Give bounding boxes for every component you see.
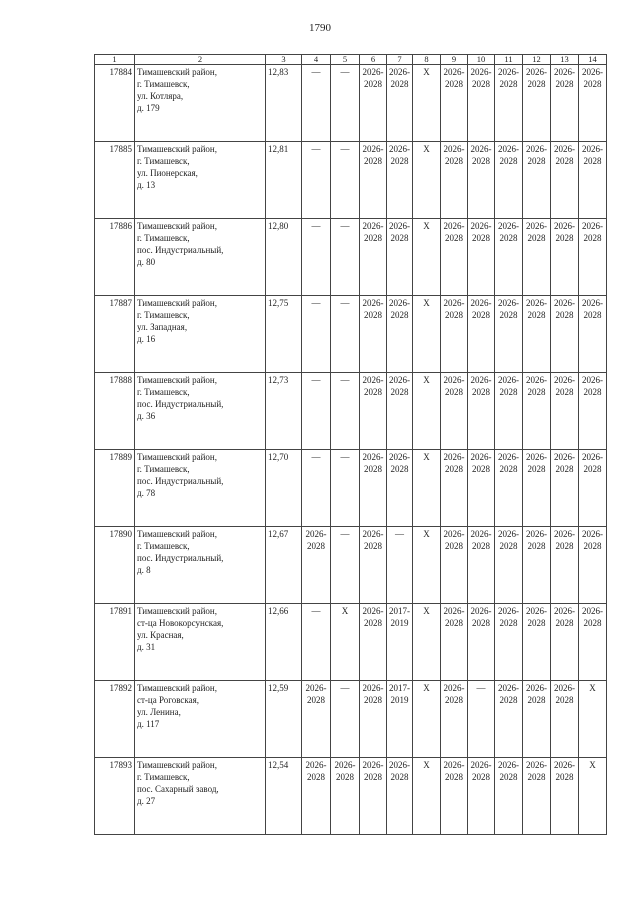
address-line: пос. Индустриальный, [137, 245, 224, 255]
address-line: д. 179 [137, 103, 160, 113]
address-line: д. 16 [137, 334, 156, 344]
area-cell: 12,75 [266, 296, 302, 373]
period-cell: Х [579, 681, 607, 758]
period-cell: 2026-2028 [495, 604, 523, 681]
address-line: пос. Сахарный завод, [137, 784, 219, 794]
period-cell: 2026-2028 [579, 219, 607, 296]
period-cell: 2026-2028 [360, 604, 387, 681]
period-cell: 2026-2028 [360, 142, 387, 219]
column-number: 2 [135, 55, 266, 65]
period-cell: 2026-2028 [523, 296, 551, 373]
table-row [95, 65, 607, 142]
period-cell: 2026-2028 [468, 373, 495, 450]
period-cell: 2026-2028 [468, 450, 495, 527]
period-cell: 2026-2028 [387, 758, 413, 835]
period-cell: 2026-2028 [551, 604, 579, 681]
column-number: 7 [387, 55, 413, 65]
address-line: д. 78 [137, 488, 156, 498]
address-line: д. 27 [137, 796, 156, 806]
period-cell: — [331, 527, 360, 604]
period-cell: 2026-2028 [551, 758, 579, 835]
period-cell: Х [413, 373, 441, 450]
address-line: Тимашевский район, [137, 683, 217, 693]
address-line: г. Тимашевск, [137, 156, 190, 166]
period-cell: 2026-2028 [468, 296, 495, 373]
period-cell: — [302, 65, 331, 142]
period-cell: 2026-2028 [495, 758, 523, 835]
record-number: 17891 [95, 604, 135, 681]
area-cell: 12,54 [266, 758, 302, 835]
record-number: 17888 [95, 373, 135, 450]
table-row [95, 450, 607, 527]
period-cell: 2026-2028 [387, 219, 413, 296]
period-cell: 2026-2028 [495, 450, 523, 527]
period-cell: 2026-2028 [441, 219, 468, 296]
address-cell [135, 142, 266, 219]
period-cell: 2026-2028 [523, 142, 551, 219]
address-cell [135, 527, 266, 604]
period-cell: 2026-2028 [387, 373, 413, 450]
period-cell: 2017-2019 [387, 604, 413, 681]
period-cell: 2026-2028 [551, 296, 579, 373]
period-cell: 2026-2028 [523, 65, 551, 142]
period-cell: 2026-2028 [360, 681, 387, 758]
column-number: 11 [495, 55, 523, 65]
period-cell: 2026-2028 [441, 758, 468, 835]
column-number: 12 [523, 55, 551, 65]
period-cell: 2026-2028 [360, 373, 387, 450]
period-cell: — [387, 527, 413, 604]
record-number: 17886 [95, 219, 135, 296]
period-cell: 2026-2028 [441, 296, 468, 373]
period-cell: Х [413, 681, 441, 758]
address-cell [135, 296, 266, 373]
period-cell: 2026-2028 [495, 296, 523, 373]
period-cell: — [331, 219, 360, 296]
area-cell: 12,70 [266, 450, 302, 527]
period-cell: 2026-2028 [360, 758, 387, 835]
address-cell [135, 219, 266, 296]
record-number: 17887 [95, 296, 135, 373]
period-cell: 2026-2028 [579, 450, 607, 527]
period-cell: 2026-2028 [302, 527, 331, 604]
period-cell: 2026-2028 [523, 527, 551, 604]
address-line: пос. Индустриальный, [137, 476, 224, 486]
period-cell: 2026-2028 [579, 604, 607, 681]
record-number: 17892 [95, 681, 135, 758]
period-cell: Х [579, 758, 607, 835]
period-cell: Х [413, 219, 441, 296]
period-cell: 2026-2028 [468, 758, 495, 835]
column-number: 13 [551, 55, 579, 65]
period-cell: 2026-2028 [387, 450, 413, 527]
address-cell [135, 681, 266, 758]
period-cell: 2026-2028 [441, 373, 468, 450]
period-cell: 2026-2028 [360, 219, 387, 296]
period-cell: 2026-2028 [387, 65, 413, 142]
period-cell: 2026-2028 [551, 219, 579, 296]
address-line: Тимашевский район, [137, 298, 217, 308]
address-line: г. Тимашевск, [137, 772, 190, 782]
period-cell: 2026-2028 [441, 450, 468, 527]
address-cell [135, 450, 266, 527]
period-cell: — [468, 681, 495, 758]
table-row [95, 373, 607, 450]
column-number: 1 [95, 55, 135, 65]
period-cell: 2026-2028 [523, 758, 551, 835]
table-row [95, 296, 607, 373]
address-line: Тимашевский район, [137, 529, 217, 539]
address-line: Тимашевский район, [137, 67, 217, 77]
period-cell: — [331, 296, 360, 373]
period-cell: 2026-2028 [495, 681, 523, 758]
column-number: 8 [413, 55, 441, 65]
period-cell: 2026-2028 [551, 373, 579, 450]
table-row [95, 219, 607, 296]
table-row [95, 527, 607, 604]
page-number: 1790 [309, 22, 331, 34]
area-cell: 12,73 [266, 373, 302, 450]
period-cell: Х [331, 604, 360, 681]
address-line: д. 8 [137, 565, 151, 575]
period-cell: Х [413, 65, 441, 142]
table-row [95, 758, 607, 835]
address-line: г. Тимашевск, [137, 387, 190, 397]
period-cell: 2026-2028 [579, 373, 607, 450]
period-cell: 2026-2028 [523, 604, 551, 681]
period-cell: 2026-2028 [468, 219, 495, 296]
period-cell: 2026-2028 [387, 296, 413, 373]
address-cell [135, 604, 266, 681]
period-cell: — [331, 65, 360, 142]
address-line: Тимашевский район, [137, 221, 217, 231]
period-cell: — [331, 142, 360, 219]
period-cell: 2026-2028 [495, 373, 523, 450]
address-line: д. 31 [137, 642, 156, 652]
period-cell: 2026-2028 [579, 296, 607, 373]
period-cell: 2026-2028 [551, 450, 579, 527]
column-number: 6 [360, 55, 387, 65]
period-cell: 2026-2028 [523, 450, 551, 527]
period-cell: 2026-2028 [495, 219, 523, 296]
period-cell: Х [413, 604, 441, 681]
column-number: 5 [331, 55, 360, 65]
period-cell: — [302, 450, 331, 527]
address-line: г. Тимашевск, [137, 310, 190, 320]
period-cell: 2026-2028 [302, 758, 331, 835]
period-cell: — [331, 450, 360, 527]
area-cell: 12,59 [266, 681, 302, 758]
address-line: Тимашевский район, [137, 452, 217, 462]
period-cell: 2026-2028 [523, 681, 551, 758]
address-line: г. Тимашевск, [137, 233, 190, 243]
period-cell: 2026-2028 [579, 527, 607, 604]
area-cell: 12,67 [266, 527, 302, 604]
address-line: ул. Пионерская, [137, 168, 198, 178]
period-cell: 2026-2028 [523, 373, 551, 450]
address-line: ул. Ленина, [137, 707, 181, 717]
address-line: г. Тимашевск, [137, 464, 190, 474]
address-line: Тимашевский район, [137, 144, 217, 154]
address-cell [135, 373, 266, 450]
period-cell: 2026-2028 [495, 142, 523, 219]
address-line: Тимашевский район, [137, 606, 217, 616]
period-cell: 2026-2028 [360, 527, 387, 604]
period-cell: 2026-2028 [495, 527, 523, 604]
address-cell [135, 758, 266, 835]
period-cell: 2026-2028 [331, 758, 360, 835]
column-number: 3 [266, 55, 302, 65]
period-cell: — [331, 681, 360, 758]
address-line: Тимашевский район, [137, 760, 217, 770]
area-cell: 12,83 [266, 65, 302, 142]
record-number: 17893 [95, 758, 135, 835]
address-line: ул. Красная, [137, 630, 184, 640]
period-cell: 2026-2028 [441, 142, 468, 219]
period-cell: 2026-2028 [468, 142, 495, 219]
address-line: ул. Западная, [137, 322, 188, 332]
period-cell: — [302, 296, 331, 373]
area-cell: 12,80 [266, 219, 302, 296]
record-number: 17889 [95, 450, 135, 527]
period-cell: Х [413, 142, 441, 219]
column-number: 9 [441, 55, 468, 65]
period-cell: 2026-2028 [360, 65, 387, 142]
period-cell: 2026-2028 [441, 527, 468, 604]
address-line: д. 117 [137, 719, 160, 729]
record-number: 17885 [95, 142, 135, 219]
address-line: ул. Котляра, [137, 91, 184, 101]
record-number: 17884 [95, 65, 135, 142]
period-cell: Х [413, 758, 441, 835]
period-cell: 2026-2028 [441, 65, 468, 142]
period-cell: 2026-2028 [523, 219, 551, 296]
column-number: 14 [579, 55, 607, 65]
period-cell: — [302, 604, 331, 681]
period-cell: 2017-2019 [387, 681, 413, 758]
period-cell: 2026-2028 [360, 296, 387, 373]
register-table [94, 54, 607, 835]
address-line: г. Тимашевск, [137, 79, 190, 89]
address-line: д. 80 [137, 257, 156, 267]
period-cell: 2026-2028 [468, 604, 495, 681]
address-line: г. Тимашевск, [137, 541, 190, 551]
period-cell: 2026-2028 [579, 65, 607, 142]
address-line: д. 36 [137, 411, 156, 421]
period-cell: 2026-2028 [387, 142, 413, 219]
column-number: 4 [302, 55, 331, 65]
column-number-row [95, 55, 607, 65]
period-cell: Х [413, 296, 441, 373]
period-cell: 2026-2028 [551, 681, 579, 758]
area-cell: 12,81 [266, 142, 302, 219]
period-cell: 2026-2028 [579, 142, 607, 219]
address-cell [135, 65, 266, 142]
period-cell: 2026-2028 [468, 65, 495, 142]
address-line: Тимашевский район, [137, 375, 217, 385]
address-line: ст-ца Роговская, [137, 695, 200, 705]
area-cell: 12,66 [266, 604, 302, 681]
period-cell: 2026-2028 [551, 527, 579, 604]
period-cell: Х [413, 450, 441, 527]
address-line: пос. Индустриальный, [137, 553, 224, 563]
record-number: 17890 [95, 527, 135, 604]
period-cell: 2026-2028 [495, 65, 523, 142]
period-cell: — [302, 219, 331, 296]
column-number: 10 [468, 55, 495, 65]
address-line: пос. Индустриальный, [137, 399, 224, 409]
period-cell: — [302, 373, 331, 450]
address-line: ст-ца Новокорсунская, [137, 618, 224, 628]
period-cell: 2026-2028 [551, 65, 579, 142]
table-row [95, 142, 607, 219]
table-row [95, 604, 607, 681]
address-line: д. 13 [137, 180, 156, 190]
period-cell: — [331, 373, 360, 450]
period-cell: 2026-2028 [441, 604, 468, 681]
period-cell: Х [413, 527, 441, 604]
period-cell: 2026-2028 [468, 527, 495, 604]
period-cell: 2026-2028 [302, 681, 331, 758]
period-cell: 2026-2028 [441, 681, 468, 758]
period-cell: 2026-2028 [360, 450, 387, 527]
period-cell: — [302, 142, 331, 219]
period-cell: 2026-2028 [551, 142, 579, 219]
table-row [95, 681, 607, 758]
